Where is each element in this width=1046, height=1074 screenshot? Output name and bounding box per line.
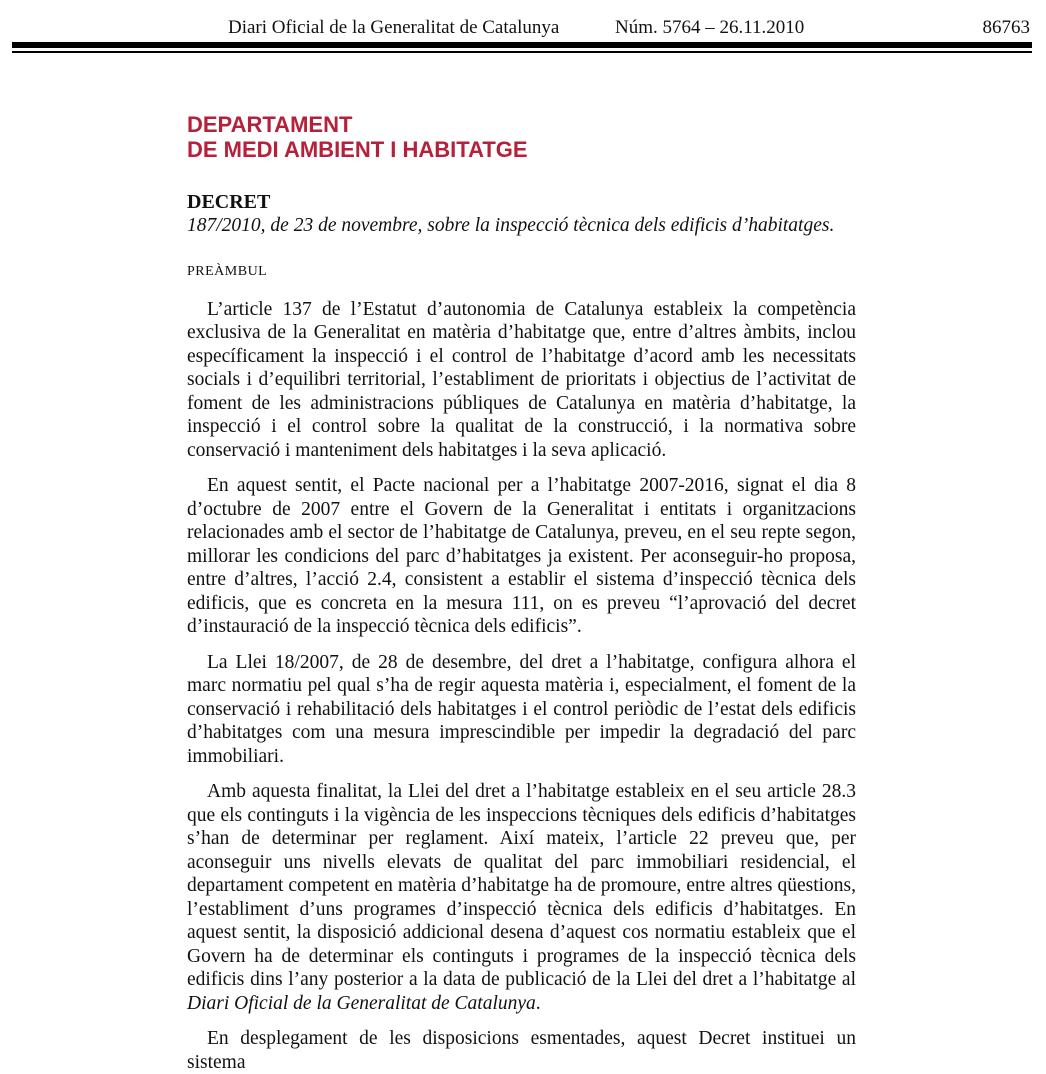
department-line-1: DEPARTAMENT [187,112,353,137]
decree-title: DECRET [187,191,271,213]
header-rule-thin [12,51,1032,53]
preamble-paragraph-5: En desplegament de les disposicions esmentades, aquest Decret instituei un sistema [187,1028,856,1073]
journal-name: Diari Oficial de la Generalitat de Catalunya [228,17,560,38]
page-number: 86763 [982,17,1030,38]
document-body [187,108,856,1074]
preamble-paragraph-4-end: . [535,992,541,1014]
page-header [0,14,1046,42]
decree-subtitle: 187/2010, de 23 de novembre, sobre la inspecció tècnica dels edificis d’habitatges. [187,215,835,236]
department-heading [187,112,856,162]
preamble-paragraph-3: La Llei 18/2007, de 28 de desembre, del dret a l’habitatge, configura alhora el marc normatiu pel qual s’ha de regir aquesta matèria i, especialment, el foment de la conservació i rehabilitació dels habitatges i el control periòdic de l’estat dels edificis d’habitatges com una mesura imprescindible per impedir la degradació del parc immobiliari. [187,651,856,767]
department-line-2: DE MEDI AMBIENT I HABITATGE [187,137,528,162]
header-rule-thick [12,42,1032,48]
journal-name-italic: Diari Oficial de la Generalitat de Catalunya [187,992,536,1014]
preamble-paragraph-1: L’article 137 de l’Estatut d’autonomia de Catalunya estableix la competència exclusiva de la Generalitat en matèria d’habitatge que, entre d’altres àmbits, inclou específicament la inspecció i el control de l’habitatge d’acord amb les necessitats socials i d’equilibri territorial, l’establiment de prioritats i objectius de l’activitat de foment de les administracions públiques de Catalunya en matèria d’habitatge, la inspecció i el control sobre la qualitat de la construcció, i la normativa sobre conservació i manteniment dels habitatges i la seva aplicació. [187,298,856,461]
preamble-paragraph-4-text: Amb aquesta finalitat, la Llei del dret a l’habitatge estableix en el seu article 28.3 que els continguts i la vigència de les inspeccions tècniques dels edificis d’habitatges s’han de determinar per reglament. Així mateix, l’article 22 preveu que, per aconseguir uns nivells elevats de qualitat del parc immobiliari residencial, el departament competent en matèria d’habitatge ha de promoure, entre altres qüestions, l’establiment d’uns programes d’inspecció tècnica dels edificis d’habitatges. En aquest sentit, la disposició addicional desena d’aquest cos normatiu estableix que el Govern ha de determinar els continguts i programes de la inspecció tècnica dels edificis dins l’any posterior a la data de publicació de la Llei del dret a l’habitatge al [187,781,856,990]
issue-number-date: Núm. 5764 – 26.11.2010 [615,17,805,38]
preamble-label: PREÀMBUL [187,263,268,279]
preamble-paragraph-4 [187,780,856,1015]
preamble-paragraph-2: En aquest sentit, el Pacte nacional per a l’habitatge 2007-2016, signat el dia 8 d’octubre de 2007 entre el Govern de la Generalitat i entitats i organitzacions relacionades amb el sector de l’habitatge de Catalunya, preveu, en el seu repte segon, millorar les condicions del parc d’habitatges ja existent. Per aconseguir-ho proposa, entre d’altres, l’acció 2.4, consistent a establir el sistema d’inspecció tècnica dels edificis, que es concreta en la mesura 111, on es preveu “l’aprovació del decret d’instauració de la inspecció tècnica dels edificis”. [187,475,856,637]
